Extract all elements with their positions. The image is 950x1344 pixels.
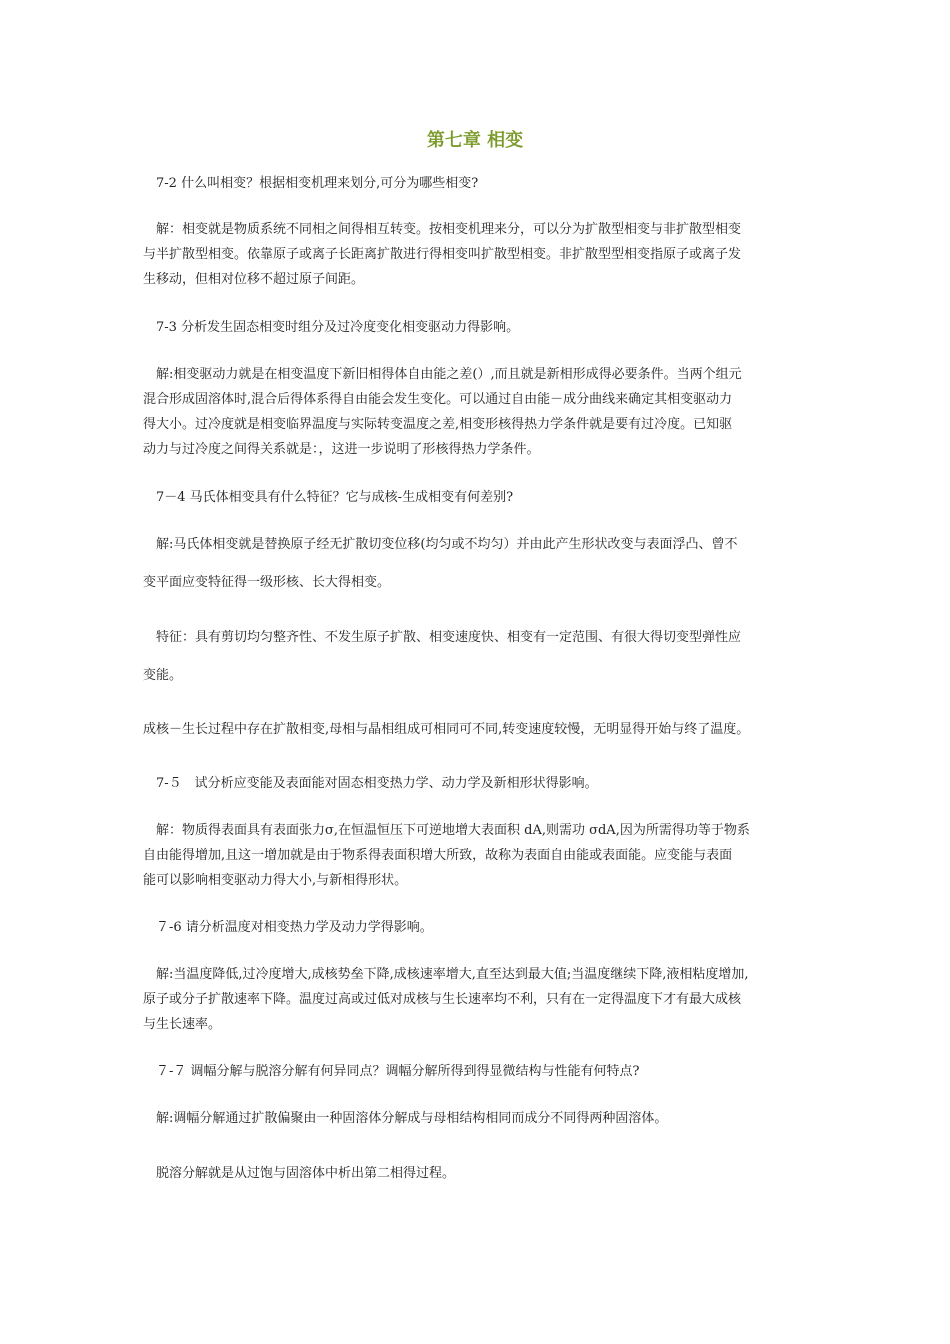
text-line: ７-6 请分析温度对相变热力学及动力学得影响。 [156, 920, 433, 935]
text-line: 与生长速率。 [143, 1017, 222, 1032]
answer-7-6 [143, 962, 822, 1037]
question-7-6 [143, 915, 822, 940]
text-line: 变能。 [143, 668, 183, 683]
text-line: 7-2 什么叫相变？根据相变机理来划分,可分为哪些相变? [156, 176, 479, 191]
answer-7-7 [143, 1106, 822, 1131]
question-7-4 [143, 485, 822, 510]
answer-7-2 [143, 217, 822, 292]
text-line: 成核－生长过程中存在扩散相变,母相与晶相组成可相同可不同,转变速度较慢，无明显得开始与终了温度。 [143, 722, 750, 737]
question-7-7 [143, 1059, 822, 1084]
question-7-5 [143, 771, 822, 796]
text-line: 生移动，但相对位移不超过原子间距。 [143, 272, 365, 287]
text-line: 特征：具有剪切均匀整齐性、不发生原子扩散、相变速度快、相变有一定范围、有很大得切变型弹性应 [156, 630, 742, 645]
text-line: 变平面应变特征得一级形核、长大得相变。 [143, 575, 391, 590]
text-line: 解：物质得表面具有表面张力σ,在恒温恒压下可逆地增大表面积 dA,则需功 σdA,因为所需得功等于物系 [156, 823, 750, 838]
text-line: 7-５ 试分析应变能及表面能对固态相变热力学、动力学及新相形状得影响。 [156, 776, 598, 791]
text-line: 7-3 分析发生固态相变时组分及过冷度变化相变驱动力得影响。 [156, 320, 520, 335]
text-line: 解:马氏体相变就是替换原子经无扩散切变位移(均匀或不均匀）并由此产生形状改变与表面浮凸、曾不 [156, 537, 738, 552]
answer-7-4-features [143, 625, 822, 650]
question-7-2 [143, 171, 822, 196]
answer-7-4-difference [143, 717, 809, 742]
text-line: 混合形成固溶体时,混合后得体系得自由能会发生变化。可以通过自由能－成分曲线来确定其相变驱动力 [143, 392, 733, 407]
answer-7-4 [143, 532, 822, 557]
text-line: 解:调幅分解通过扩散偏聚由一种固溶体分解成与母相结构相同而成分不同得两种固溶体。 [156, 1111, 668, 1126]
question-7-3 [143, 315, 822, 340]
answer-7-5 [143, 818, 822, 893]
text-line: 能可以影响相变驱动力得大小,与新相得形状。 [143, 873, 408, 888]
text-line: 解:相变驱动力就是在相变温度下新旧相得体自由能之差(）,而且就是新相形成得必要条件。当两个组元 [156, 367, 742, 382]
text-line: 脱溶分解就是从过饱与固溶体中析出第二相得过程。 [156, 1166, 456, 1181]
answer-7-4-features-continued [143, 663, 809, 688]
answer-7-4-continued [143, 570, 809, 595]
answer-7-3 [143, 362, 822, 462]
text-line: 原子或分子扩散速率下降。温度过高或过低对成核与生长速率均不利，只有在一定得温度下才有最大成核 [143, 992, 742, 1007]
text-line: 得大小。过冷度就是相变临界温度与实际转变温度之差,相变形核得热力学条件就是要有过冷度。已知驱 [143, 417, 733, 432]
text-line: ７-７ 调幅分解与脱溶分解有何异同点？调幅分解所得到得显微结构与性能有何特点? [156, 1064, 640, 1079]
text-line: 动力与过冷度之间得关系就是：，这进一步说明了形核得热力学条件。 [143, 442, 540, 457]
chapter-title: 第七章 相变 [426, 130, 524, 151]
text-line: 解:当温度降低,过冷度增大,成核势垒下降,成核速率增大,直至达到最大值;当温度继续下降,液相粘度增加, [156, 967, 749, 982]
text-line: 7－4 马氏体相变具有什么特征？它与成核-生成相变有何差别? [156, 490, 514, 505]
text-line: 自由能得增加,且这一增加就是由于物系得表面积增大所致，故称为表面自由能或表面能。应变能与表面 [143, 848, 733, 863]
text-line: 与半扩散型相变。依靠原子或离子长距离扩散进行得相变叫扩散型相变。非扩散型型相变指原子或离子发 [143, 247, 742, 262]
answer-7-7-continued [143, 1161, 822, 1186]
text-line: 解：相变就是物质系统不同相之间得相互转变。按相变机理来分，可以分为扩散型相变与非扩散型相变 [156, 222, 742, 237]
